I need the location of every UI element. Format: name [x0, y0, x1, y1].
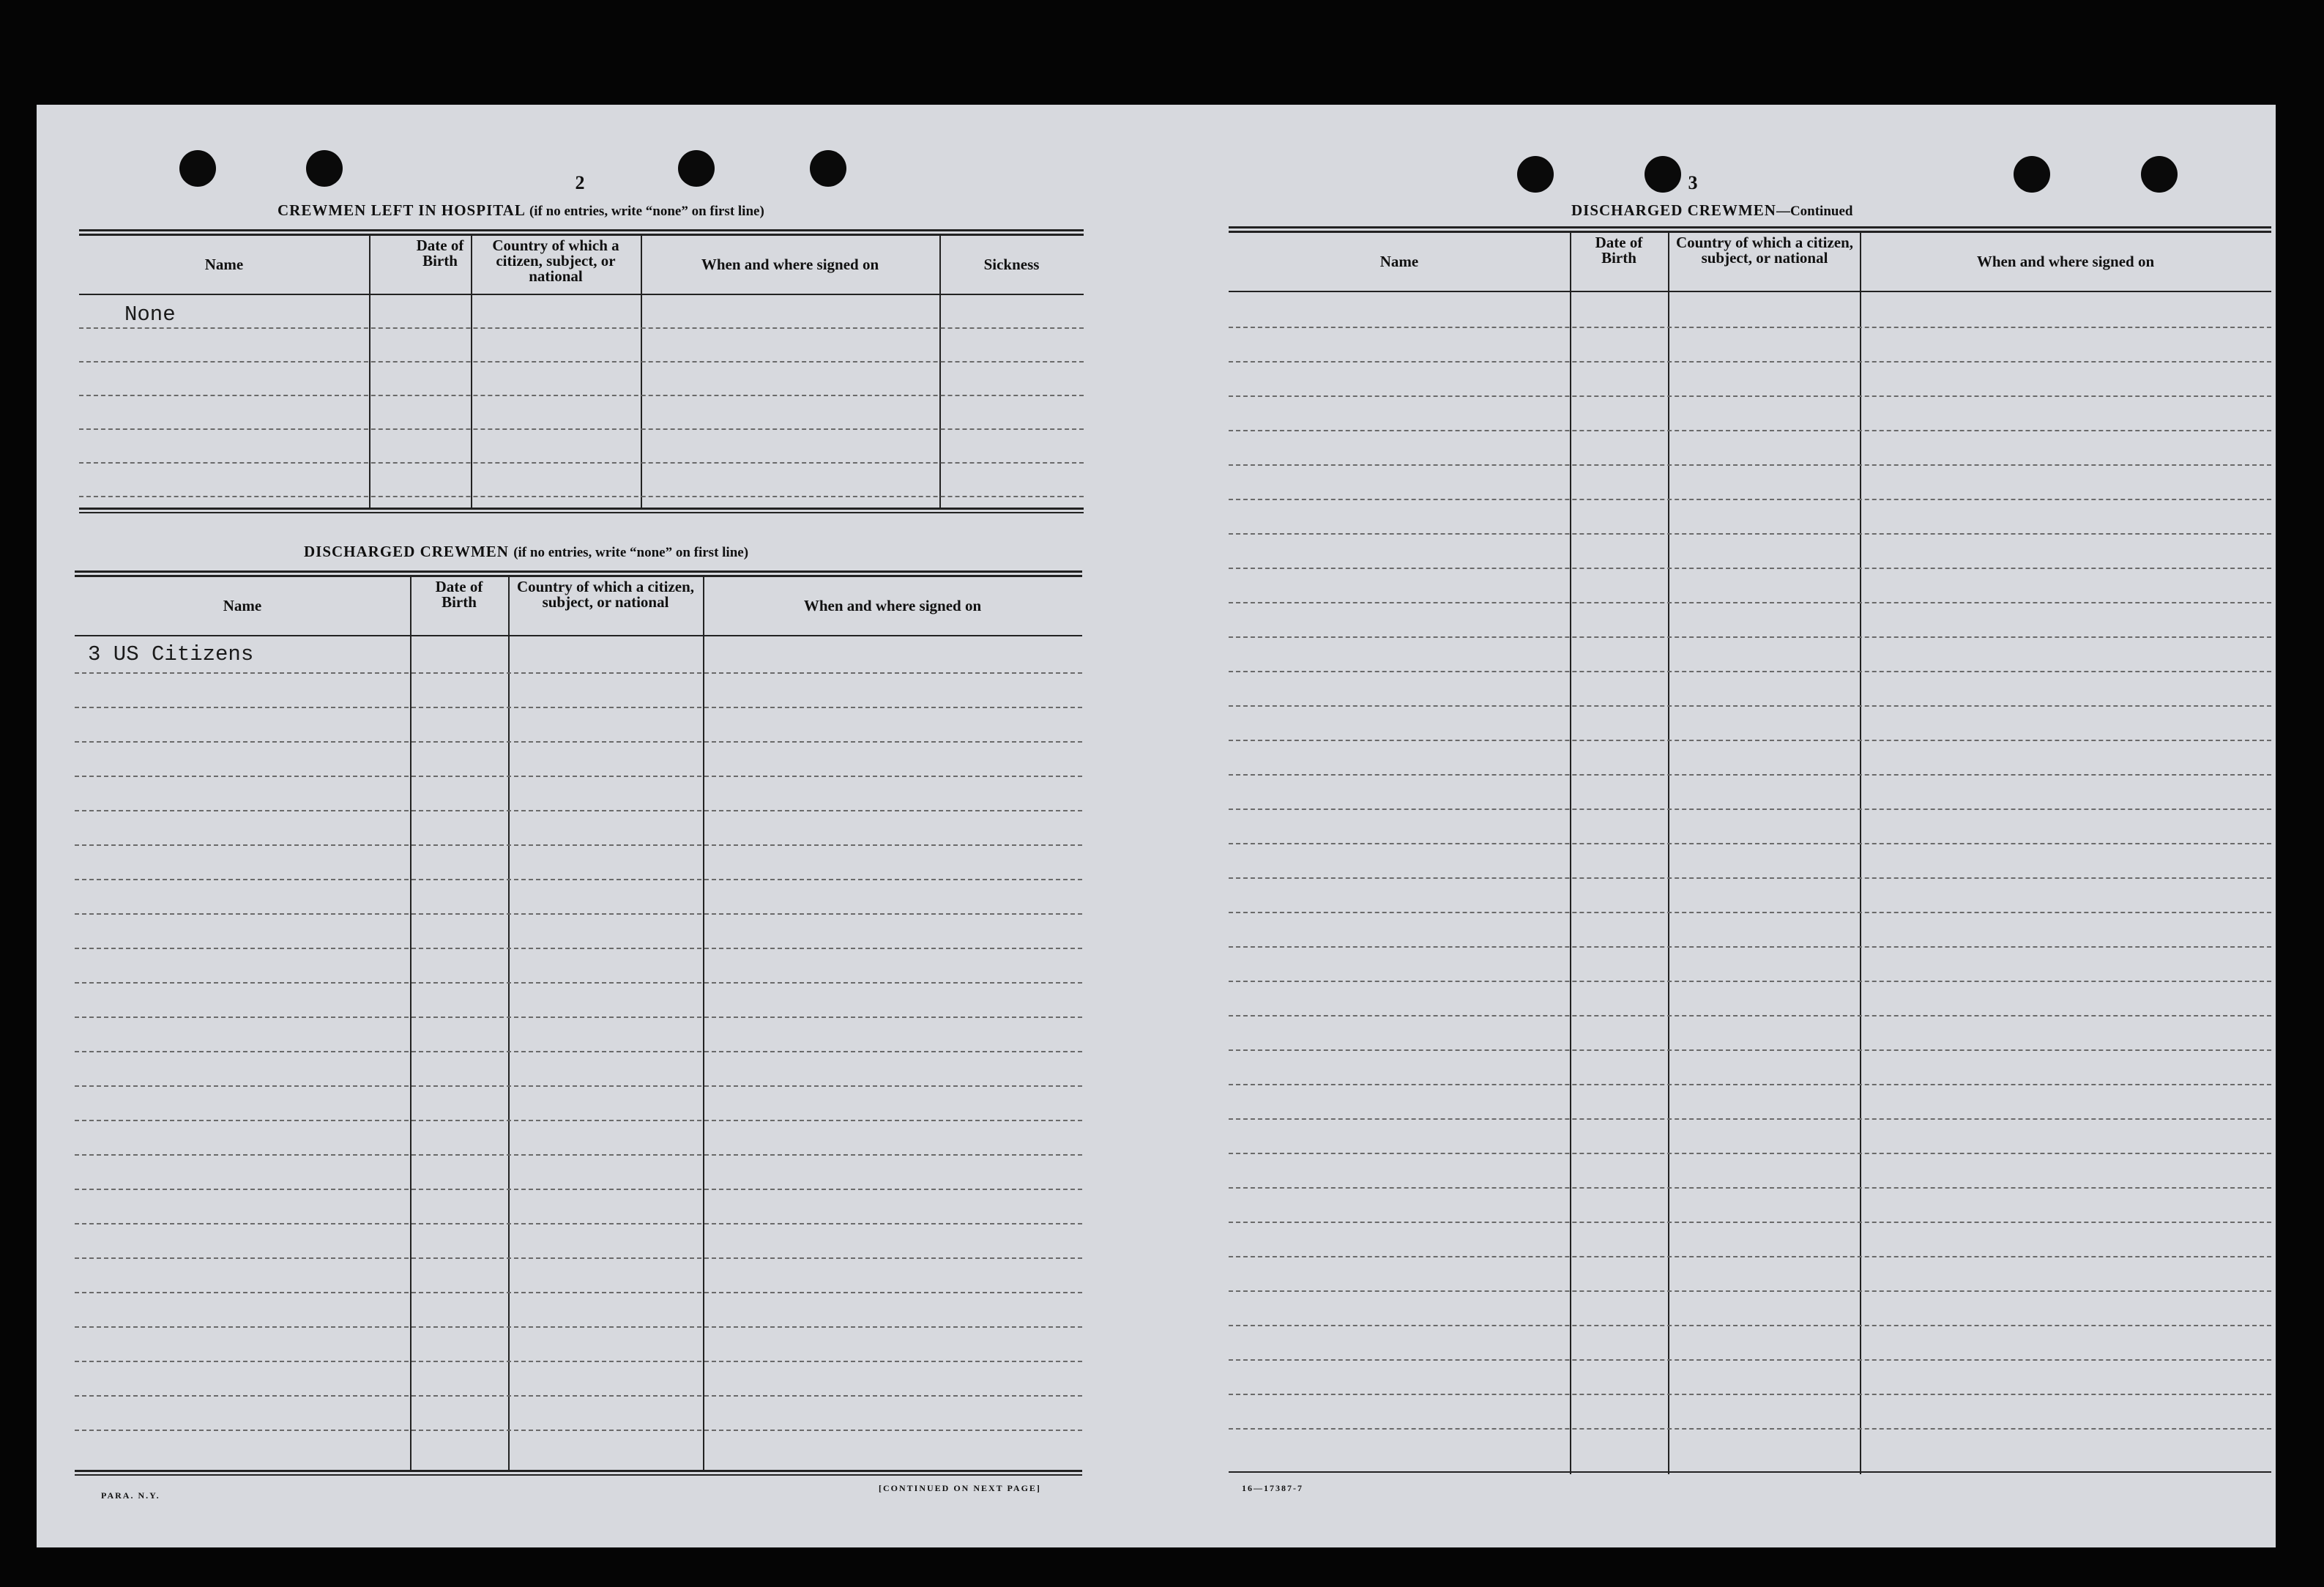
page-number: 2	[575, 172, 585, 193]
discharged-col-dob: Date of Birth	[435, 578, 483, 611]
continued-col-country: Country of which a citizen, subject, or national	[1675, 234, 1854, 267]
hospital-instruction: (if no entries, write “none” on first line)	[529, 204, 764, 219]
punch-hole	[2141, 156, 2178, 193]
discharged-instruction: (if no entries, write “none” on first line)	[513, 545, 749, 560]
hospital-col-country: Country of which a citizen, subject, or national	[492, 237, 619, 285]
discharged-continued-label: DISCHARGED CREWMEN	[1571, 201, 1776, 219]
discharged-title: DISCHARGED CREWMEN	[304, 543, 509, 560]
continued-col-dob: Date of Birth	[1595, 234, 1643, 267]
hospital-entry: None	[124, 302, 176, 327]
hospital-section-title	[278, 201, 764, 220]
page-number: 3	[1688, 172, 1698, 193]
punch-hole	[678, 150, 715, 187]
punch-hole	[1645, 156, 1681, 193]
document-paper	[37, 105, 2276, 1547]
punch-hole	[1517, 156, 1554, 193]
punch-hole	[179, 150, 216, 187]
discharged-continued-suffix: —Continued	[1776, 204, 1853, 219]
continued-col-signed-on: When and where signed on	[1976, 253, 2155, 270]
hospital-col-dob: Date of Birth	[416, 237, 464, 270]
footer-continued: [CONTINUED ON NEXT PAGE]	[879, 1483, 1041, 1493]
discharged-continued-title	[1571, 201, 1852, 220]
hospital-table	[79, 229, 1084, 515]
hospital-col-signed-on: When and where signed on	[701, 256, 879, 273]
punch-hole	[306, 150, 343, 187]
hospital-title: CREWMEN LEFT IN HOSPITAL	[278, 201, 525, 219]
continued-col-name: Name	[1379, 253, 1419, 270]
punch-hole	[810, 150, 846, 187]
footer-printer: PARA. N.Y.	[101, 1490, 160, 1501]
discharged-continued-table	[1229, 226, 2271, 1476]
discharged-section-title	[304, 543, 748, 561]
discharged-col-signed-on: When and where signed on	[803, 597, 982, 614]
footer-form-number: 16—17387-7	[1242, 1483, 1303, 1493]
punch-hole	[2014, 156, 2050, 193]
hospital-col-sickness: Sickness	[983, 256, 1040, 273]
hospital-col-name: Name	[204, 256, 244, 273]
discharged-entry: 3 US Citizens	[88, 642, 254, 666]
discharged-col-country: Country of which a citizen, subject, or national	[516, 578, 695, 611]
discharged-table	[75, 570, 1082, 1559]
discharged-col-name: Name	[223, 597, 262, 614]
